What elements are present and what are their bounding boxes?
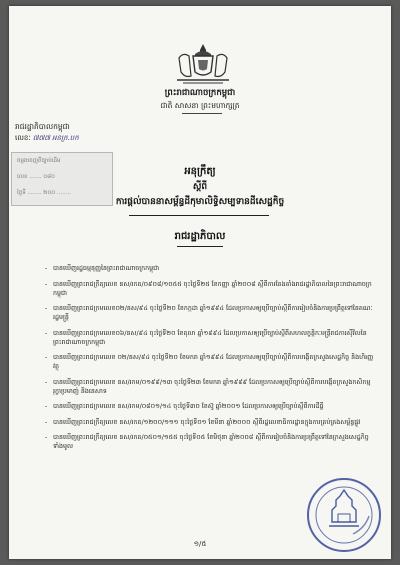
preamble-clause-list [45,264,377,458]
page-number: ១/៥ [193,540,207,548]
list-item: - បានឃើញព្រះរាជក្រមលេខ០២/នស/៩៤ ចុះថ្ងៃទី២០ ខែកក្កដា ឆ្នាំ១៩៩៤ ដែលប្រកាសឲ្យប្រើច្បាប់ស្តីពីការរៀបចំនិងការប្រព្រឹត្តទៅនៃគណៈរដ្ឋមន្ត្រី [45,304,377,322]
document-title: អនុក្រឹត្យ [184,166,216,177]
document-subject: ការផ្តល់បាននាសម្ព័ន្ធដីកុមាលិទ្ធិសម្បទានដីសេដ្ឋកិច្ច [115,197,285,207]
list-item: - បានឃើញរដ្ឋធម្មនុញ្ញនៃព្រះរាជាណាចក្រកម្ពុជា [45,264,377,273]
reference-label: លេខៈ [15,134,31,142]
stamp-line: ថ្ងៃទី ........ ២០០ ........ [17,190,71,196]
list-item: - បានឃើញព្រះរាជក្រមលេខ នស/រកម/០៨០១/១៤ ចុះថ្ងៃទី៣០ ខែស៊ូ ឆ្នាំ២០០១ ដែលប្រកាសឲ្យប្រើច្បាប់ស្តីពីការដីធ្លី [45,402,377,411]
issuer-heading: រាជរដ្ឋាភិបាល [174,231,226,242]
reference-number [15,134,79,144]
royal-arms-emblem-icon [173,42,233,86]
stamp-line: លេខ ....... ០៨០ [17,174,55,180]
list-item: - បានឃើញព្រះរាជក្រឹត្យលេខ នស/រកត/០៥០១/១៥៥ ចុះថ្ងៃទី០៥ ខែមិថុនា ឆ្នាំ២០០៨ ស្តីពីការរៀបចំនិងការប្រព្រឹត្តទៅនៃក្រសួងសេដ្ឋកិច្ចទាំងមូល [45,433,377,451]
subject-underline [129,215,269,216]
list-item: - បានឃើញព្រះរាជក្រមលេខ ០២/នស/៩៤ ចុះថ្ងៃទី២០ ខែមករា ឆ្នាំ១៩៩៤ ដែលប្រកាសឲ្យប្រើច្បាប់ស្តីពីការបង្កើតក្រសួងសេដ្ឋកិច្ច និងហិរញ្ញវត្ថុ [45,353,377,371]
document-page [9,6,391,559]
list-item: - បានឃើញព្រះរាជក្រមលេខ០៦/នស/៩៤ ចុះថ្ងៃទី២០ ខែតុលា ឆ្នាំ១៩៩៤ ដែលប្រកាសឲ្យប្រើច្បាប់ស្តីពីសហលក្ខន្តិកៈមន្ត្រីរាជការស៊ីវិលនៃព្រះរាជាណាចក្រកម្ពុជា [45,329,377,347]
list-item: - បានឃើញព្រះរាជក្រមលេខ នស/រកម/០១៩៩/១៣ ចុះថ្ងៃទី២៣ ខែមករា ឆ្នាំ១៩៩៩ ដែលប្រកាសឲ្យប្រើច្បាប់ស្តីពីការបង្កើតក្រសួងកសិកម្ម រុក្ខាប្រមាញ់ និងនេសាទ [45,378,377,396]
issuing-authority: រាជរដ្ឋាភិបាលកម្ពុជា [15,122,70,131]
issuer-underline [177,246,223,247]
list-item: - បានឃើញព្រះរាជក្រឹត្យលេខ នស/រកត/១២០០/១១១ ចុះថ្ងៃទី០១ ខែមីនា ឆ្នាំ២០០០ ស្តីពីរដ្ឋលេខាធិការដ្ឋានក្នុងការគ្រប់គ្រងសម្ព័ន្ធផ្លូវ [45,418,377,427]
list-item: - បានឃើញព្រះរាជក្រឹត្យលេខ នស/រកត/០៩០៨/១០៥៥ ចុះថ្ងៃទី២៥ ខែកញ្ញា ឆ្នាំ២០០៨ ស្តីពីការតែងតាំងរាជរដ្ឋាភិបាលនៃព្រះរាជាណាចក្រកម្ពុជា [45,280,377,298]
national-motto: ជាតិ សាសនា ព្រះមហាក្សត្រ [160,101,240,110]
motto-divider [182,113,222,114]
stamp-line: ចម្លងចេញពីច្បាប់ដើម [17,158,61,164]
kingdom-heading: ព្រះរាជាណាចក្រកម្ពុជា [164,88,236,98]
reference-value: ៧៧៧ អនក្រ.បក [32,134,79,142]
document-subtitle: ស្តីពី [192,182,208,192]
